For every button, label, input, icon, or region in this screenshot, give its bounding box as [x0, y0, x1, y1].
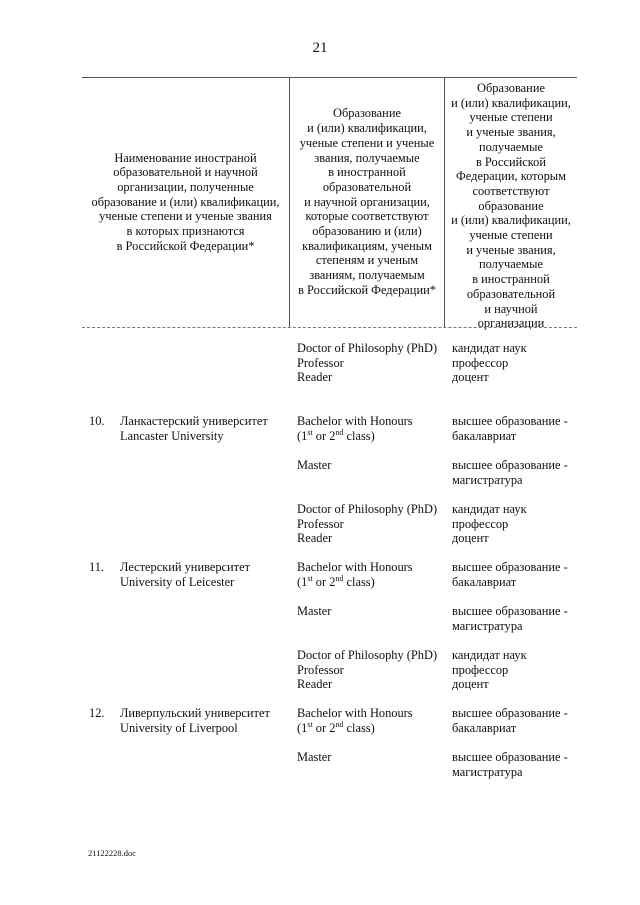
class-word: class)	[343, 574, 375, 589]
page-number: 21	[312, 40, 328, 56]
entry-number: 11.	[89, 560, 105, 574]
russian-equivalent-bachelor: высшее образование - бакалавриат	[452, 560, 568, 589]
header-col-organization: Наименование иностраной образовательной и научной организации, полученные образование и (или) квалификации, ученые степени и ученые звания в которых признаются в Российской Федерации*	[91, 150, 280, 253]
second-suffix: nd	[335, 427, 344, 437]
table-row	[0, 560, 640, 706]
qualification-phd: Doctor of Philosophy (PhD) Professor Reader	[297, 648, 438, 692]
qualification-bachelor: Bachelor with Honours (1st or 2nd class)	[297, 414, 413, 443]
first-number: 1	[301, 574, 308, 589]
qualification-master: Master	[297, 458, 332, 472]
first-number: 1	[301, 428, 308, 443]
first-suffix: st	[307, 573, 313, 583]
table-row	[0, 414, 640, 560]
row-phd-continued	[0, 341, 640, 414]
header-col-foreign-qualification: Образование и (или) квалификации, ученые степени и ученые звания, получаемые в иностранной образовательной и научной организации, которые соответствуют образованию и (или) квалификациям, ученым степеням и ученым званиям, получаемым в Российской Федерации*	[298, 106, 436, 297]
institution-name: Лестерский университет University of Leicester	[120, 560, 251, 589]
entry-number: 12.	[89, 706, 105, 720]
russian-equivalent-master: высшее образование - магистратура	[452, 750, 568, 779]
institution-name: Ливерпульский университет University of Liverpool	[120, 706, 270, 735]
table-body	[0, 341, 640, 794]
russian-equivalent-bachelor: высшее образование - бакалавриат	[452, 414, 568, 443]
table-row	[0, 706, 640, 794]
qualification-bachelor: Bachelor with Honours (1st or 2nd class)	[297, 706, 413, 735]
entry-number: 10.	[89, 414, 105, 428]
first-suffix: st	[307, 427, 313, 437]
class-word: class)	[343, 720, 375, 735]
qualification-master: Master	[297, 604, 332, 618]
bachelor-title: Bachelor with Honours	[297, 560, 413, 574]
class-word: class)	[343, 428, 375, 443]
qualification-phd: Doctor of Philosophy (PhD) Professor Reader	[297, 502, 438, 546]
first-number: 1	[301, 720, 308, 735]
or-second: or 2	[312, 574, 336, 589]
qualification-master: Master	[297, 750, 332, 764]
russian-equivalent-phd: кандидат наук профессор доцент	[452, 502, 527, 546]
qualification-bachelor: Bachelor with Honours (1st or 2nd class)	[297, 560, 413, 589]
institution-name: Ланкастерский университет Lancaster University	[120, 414, 268, 443]
russian-equivalent-master: высшее образование - магистратура	[452, 458, 568, 487]
second-suffix: nd	[335, 573, 344, 583]
russian-equivalent-phd: кандидат наук профессор доцент	[452, 648, 527, 692]
second-suffix: nd	[335, 719, 344, 729]
bachelor-title: Bachelor with Honours	[297, 706, 413, 720]
table-header-divider	[82, 327, 577, 328]
document-code: 21122228.doc	[88, 848, 137, 858]
or-second: or 2	[312, 720, 336, 735]
qualification-phd: Doctor of Philosophy (PhD) Professor Reader	[297, 341, 438, 385]
russian-equivalent-phd: кандидат наук профессор доцент	[452, 341, 527, 385]
or-second: or 2	[312, 428, 336, 443]
russian-equivalent-bachelor: высшее образование - бакалавриат	[452, 706, 568, 735]
first-suffix: st	[307, 719, 313, 729]
russian-equivalent-master: высшее образование - магистратура	[452, 604, 568, 633]
bachelor-title: Bachelor with Honours	[297, 414, 413, 428]
header-col-russian-qualification: Образование и (или) квалификации, ученые степени и ученые звания, получаемые в Российской Федерации, которым соответствуют образование и (или) квалификации, ученые степени и ученые звания, получаемые в иностранной образовательной и научной организации	[451, 81, 571, 331]
